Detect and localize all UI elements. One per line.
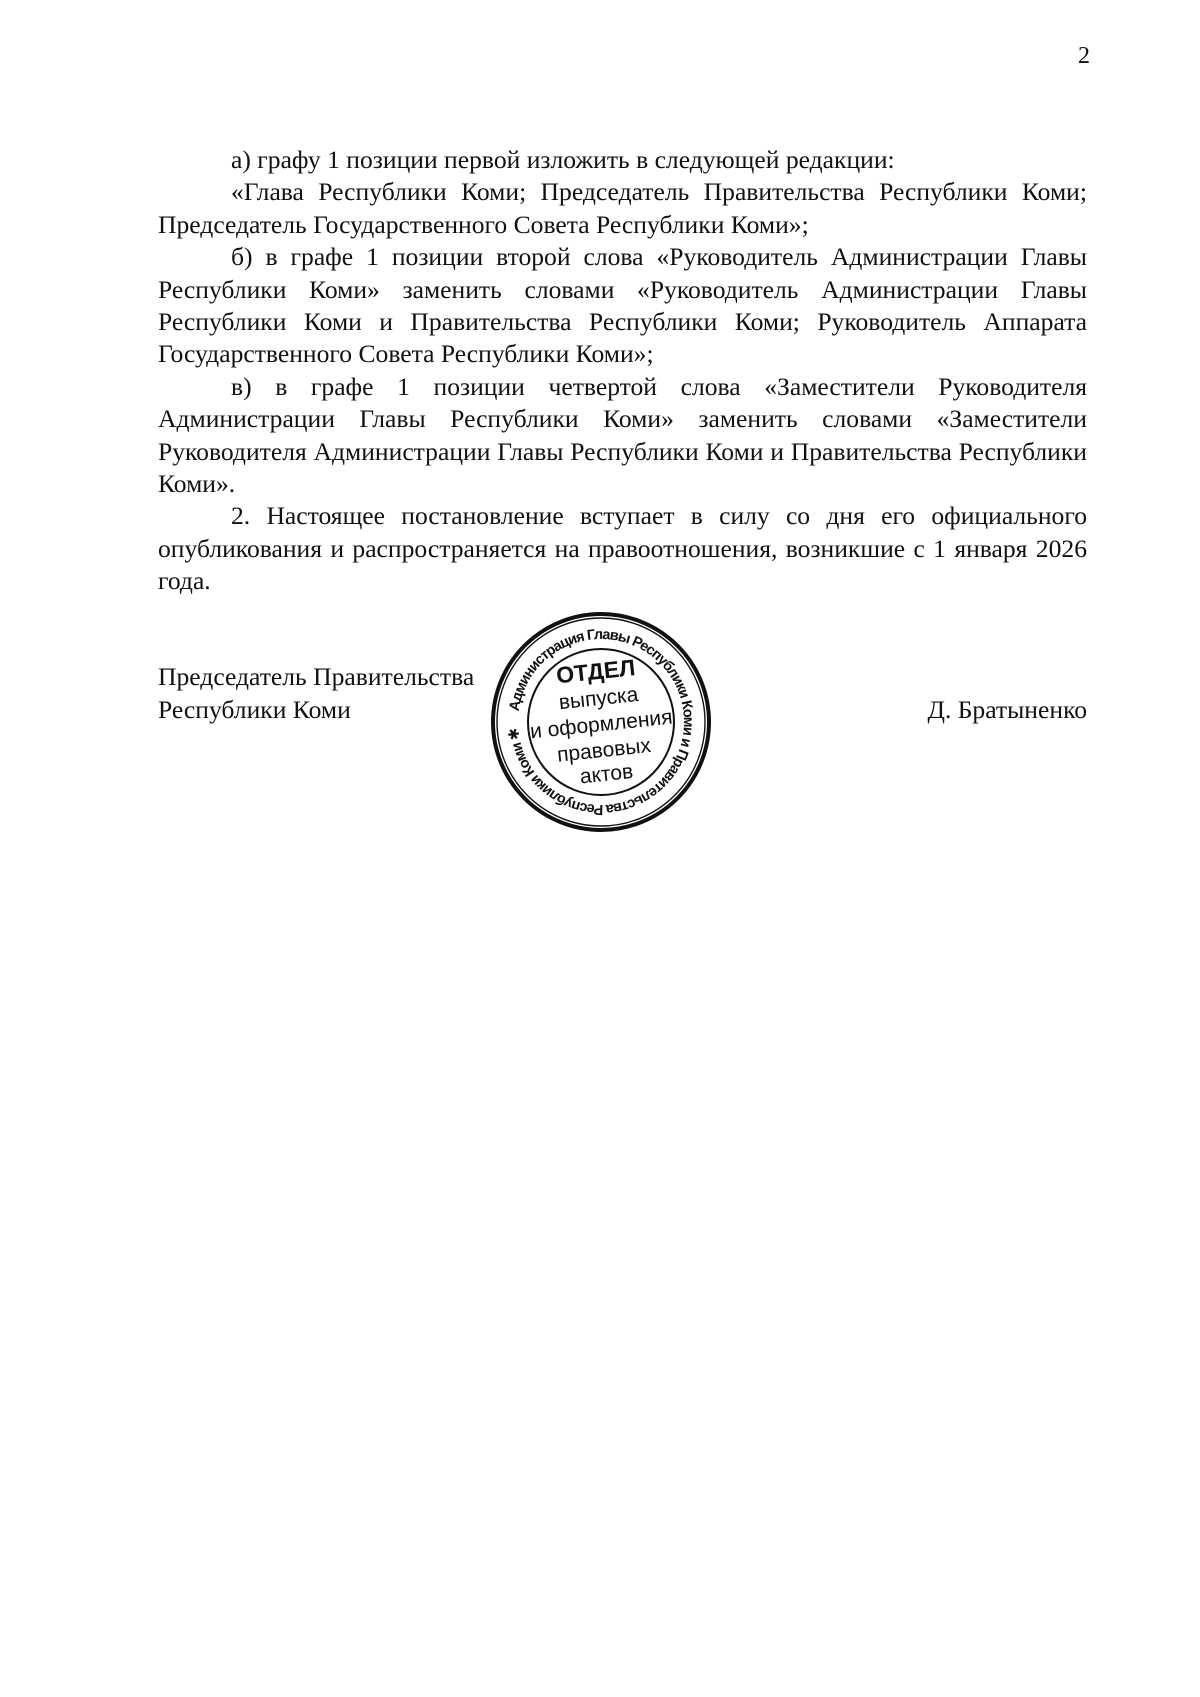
- stamp-center-line-1: ОТДЕЛ: [554, 654, 637, 689]
- official-stamp: [488, 609, 714, 835]
- document-body: [158, 144, 1087, 598]
- paragraph-point-2: 2. Настоящее постановление вступает в силу со дня его официального опубликования и распространяется на правоотношения, возникшие с 1 января 2026 года.: [158, 501, 1087, 596]
- paragraph-item-v: в) в графе 1 позиции четвертой слова «Заместители Руководителя Администрации Главы Республики Коми» заменить словами «Заместители Руководителя Администрации Главы Республики Коми и Правительства Республики Коми».: [158, 371, 1087, 499]
- signatory-title-line1: Председатель Правительства: [158, 662, 475, 691]
- page-number: 2: [1078, 43, 1090, 69]
- paragraph-item-a: а) графу 1 позиции первой изложить в следующей редакции:: [231, 145, 895, 174]
- signatory-title-line2: Республики Коми: [158, 695, 351, 724]
- stamp-ring-text: Администрация Главы Республики Коми и Правительства Республики Коми ✱: [506, 626, 697, 818]
- stamp-center-line-2: выпуска: [557, 683, 640, 715]
- paragraph-quote-new-wording: «Глава Республики Коми; Председатель Правительства Республики Коми; Председатель Государственного Совета Республики Коми»;: [158, 177, 1087, 239]
- stamp-center-line-3: и оформления: [528, 705, 674, 744]
- stamp-center-line-4: правовых: [555, 733, 652, 767]
- paragraph-item-b: б) в графе 1 позиции второй слова «Руководитель Администрации Главы Республики Коми» заменить словами «Руководитель Администрации Главы Республики Коми и Правительства Республики Коми; Руководитель Аппарата Государственного Совета Республики Коми»;: [158, 242, 1087, 369]
- signatory-name: Д. Братыненко: [927, 695, 1087, 724]
- stamp-center-line-5: актов: [578, 759, 635, 789]
